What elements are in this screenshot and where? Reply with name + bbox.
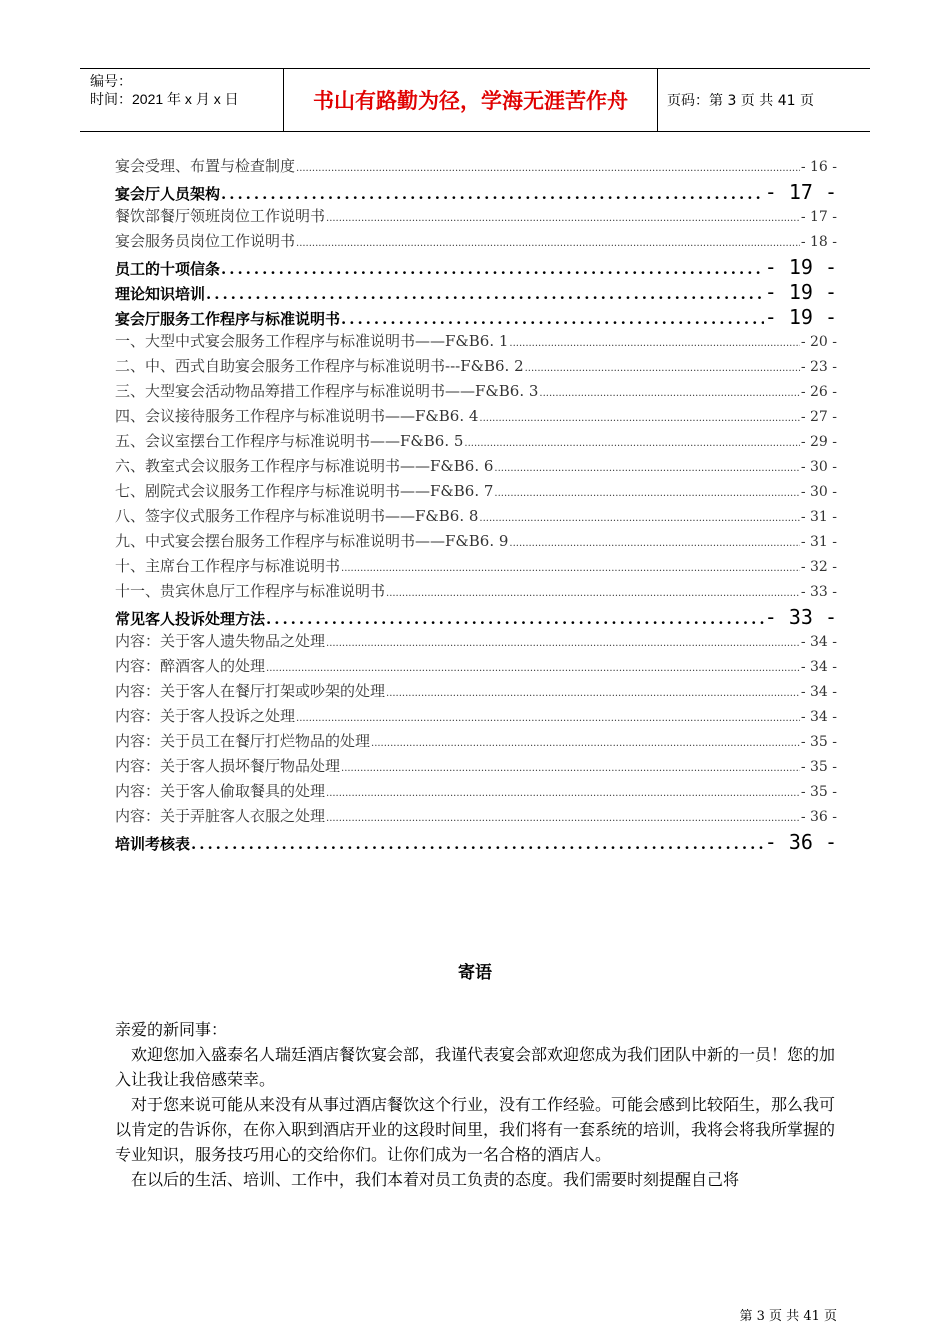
toc-entry[interactable] <box>115 405 837 430</box>
footer-page-number: 第 3 页 共 41 页 <box>739 1309 837 1324</box>
toc-entry-title: 内容：关于员工在餐厅打烂物品的处理 <box>115 732 371 750</box>
toc-entry[interactable] <box>115 455 837 480</box>
toc-entry-page: - 27 - <box>800 409 837 425</box>
toc-entry-page: - 36 - <box>764 830 837 854</box>
toc-leader-dots <box>371 738 800 749</box>
toc-leader-dots <box>539 388 799 399</box>
toc-entry-page: - 30 - <box>800 484 837 500</box>
toc-entry-page: - 16 - <box>800 159 837 175</box>
toc-leader-dots <box>221 260 764 278</box>
toc-entry-title: 宴会厅服务工作程序与标准说明书 <box>115 310 341 328</box>
toc-entry[interactable] <box>115 780 837 805</box>
toc-entry-page: - 17 - <box>800 209 837 225</box>
toc-entry-title: 六、教室式会议服务工作程序与标准说明书——F&B6. 6 <box>115 457 494 475</box>
toc-leader-dots <box>479 513 799 524</box>
toc-entry-page: - 36 - <box>800 809 837 825</box>
toc-entry-page: - 34 - <box>800 684 837 700</box>
toc-entry-page: - 17 - <box>764 180 837 204</box>
toc-entry-page: - 35 - <box>800 759 837 775</box>
toc-entry[interactable] <box>115 655 837 680</box>
preface-body <box>115 1017 837 1192</box>
toc-entry-title: 内容：关于客人遗失物品之处理 <box>115 632 326 650</box>
toc-entry-page: - 30 - <box>800 459 837 475</box>
toc-entry-title: 内容：关于客人偷取餐具的处理 <box>115 782 326 800</box>
toc-entry-title: 内容：醉酒客人的处理 <box>115 657 266 675</box>
toc-entry-page: - 29 - <box>800 434 837 450</box>
toc-leader-dots <box>464 438 799 449</box>
toc-entry[interactable] <box>115 705 837 730</box>
preface-greeting: 亲爱的新同事： <box>115 1020 228 1039</box>
toc-entry-page: - 18 - <box>800 234 837 250</box>
toc-entry[interactable] <box>115 430 837 455</box>
toc-entry[interactable] <box>115 155 837 180</box>
toc-entry[interactable] <box>115 180 837 205</box>
toc-entry-title: 十、主席台工作程序与标准说明书 <box>115 557 341 575</box>
toc-entry[interactable] <box>115 805 837 830</box>
toc-entry-title: 内容：关于客人在餐厅打架或吵架的处理 <box>115 682 386 700</box>
toc-entry-page: - 26 - <box>800 384 837 400</box>
toc-leader-dots <box>191 835 764 853</box>
toc-leader-dots <box>341 563 800 574</box>
toc-entry[interactable] <box>115 580 837 605</box>
toc-entry[interactable] <box>115 630 837 655</box>
toc-entry[interactable] <box>115 280 837 305</box>
toc-entry-page: - 20 - <box>800 334 837 350</box>
toc-entry[interactable] <box>115 230 837 255</box>
toc-entry-title: 宴会受理、布置与检查制度 <box>115 157 296 175</box>
toc-leader-dots <box>386 588 800 599</box>
toc-entry-title: 内容：关于客人损坏餐厅物品处理 <box>115 757 341 775</box>
toc-entry[interactable] <box>115 555 837 580</box>
toc-leader-dots <box>341 310 764 328</box>
header-time: 时间：2021 年 x 月 x 日 <box>90 91 239 107</box>
toc-entry[interactable] <box>115 330 837 355</box>
toc-entry-page: - 33 - <box>764 605 837 629</box>
toc-leader-dots <box>326 638 800 649</box>
toc-entry[interactable] <box>115 830 837 855</box>
toc-entry-title: 宴会服务员岗位工作说明书 <box>115 232 296 250</box>
toc-entry-page: - 32 - <box>800 559 837 575</box>
preface-paragraph: 欢迎您加入盛泰名人瑞廷酒店餐饮宴会部，我谨代表宴会部欢迎您成为我们团队中新的一员！您的加入让我让我倍感荣幸。 <box>115 1045 836 1089</box>
toc-entry-page: - 31 - <box>800 509 837 525</box>
toc-entry[interactable] <box>115 680 837 705</box>
toc-leader-dots <box>386 688 800 699</box>
toc-entry-title: 七、剧院式会议服务工作程序与标准说明书——F&B6. 7 <box>115 482 494 500</box>
toc-entry[interactable] <box>115 205 837 230</box>
toc-entry-page: - 19 - <box>764 305 837 329</box>
toc-entry-page: - 19 - <box>764 280 837 304</box>
toc-leader-dots <box>266 663 800 674</box>
toc-entry-title: 四、会议接待服务工作程序与标准说明书——F&B6. 4 <box>115 407 479 425</box>
toc-entry-title: 员工的十项信条 <box>115 260 221 278</box>
toc-entry-title: 五、会议室摆台工作程序与标准说明书——F&B6. 5 <box>115 432 464 450</box>
preface-paragraph: 在以后的生活、培训、工作中，我们本着对员工负责的态度。我们需要时刻提醒自己将 <box>131 1170 740 1189</box>
toc-entry-title: 二、中、西式自助宴会服务工作程序与标准说明书---F&B6. 2 <box>115 357 524 375</box>
toc-entry-title: 培训考核表 <box>115 835 191 853</box>
toc-entry[interactable] <box>115 355 837 380</box>
toc-entry-title: 理论知识培训 <box>115 285 206 303</box>
toc-entry-title: 内容：关于弄脏客人衣服之处理 <box>115 807 326 825</box>
toc-entry-page: - 34 - <box>800 659 837 675</box>
toc-entry[interactable] <box>115 305 837 330</box>
toc-leader-dots <box>296 238 800 249</box>
toc-entry[interactable] <box>115 530 837 555</box>
toc-entry[interactable] <box>115 480 837 505</box>
toc-entry-page: - 35 - <box>800 734 837 750</box>
toc-entry-title: 一、大型中式宴会服务工作程序与标准说明书——F&B6. 1 <box>115 332 509 350</box>
toc-entry-page: - 34 - <box>800 634 837 650</box>
toc-entry[interactable] <box>115 255 837 280</box>
toc-entry-title: 宴会厅人员架构 <box>115 185 221 203</box>
toc-entry[interactable] <box>115 505 837 530</box>
toc-leader-dots <box>266 610 764 628</box>
toc-leader-dots <box>341 763 800 774</box>
toc-entry[interactable] <box>115 605 837 630</box>
toc-entry-title: 内容：关于客人投诉之处理 <box>115 707 296 725</box>
toc-leader-dots <box>296 713 800 724</box>
toc-entry-title: 餐饮部餐厅领班岗位工作说明书 <box>115 207 326 225</box>
toc-entry-page: - 31 - <box>800 534 837 550</box>
header-meta <box>80 69 283 131</box>
toc-leader-dots <box>509 338 799 349</box>
toc-leader-dots <box>326 813 800 824</box>
toc-entry[interactable] <box>115 730 837 755</box>
toc-leader-dots <box>494 463 799 474</box>
toc-entry-page: - 19 - <box>764 255 837 279</box>
toc-entry-title: 三、大型宴会活动物品筹措工作程序与标准说明书——F&B6. 3 <box>115 382 539 400</box>
table-of-contents <box>115 155 837 855</box>
toc-entry-page: - 33 - <box>800 584 837 600</box>
toc-entry-title: 九、中式宴会摆台服务工作程序与标准说明书——F&B6. 9 <box>115 532 509 550</box>
toc-leader-dots <box>494 488 799 499</box>
toc-leader-dots <box>326 788 800 799</box>
toc-entry[interactable] <box>115 380 837 405</box>
toc-entry[interactable] <box>115 755 837 780</box>
toc-leader-dots <box>296 163 800 174</box>
toc-entry-page: - 34 - <box>800 709 837 725</box>
toc-entry-page: - 23 - <box>800 359 837 375</box>
toc-entry-title: 八、签字仪式服务工作程序与标准说明书——F&B6. 8 <box>115 507 479 525</box>
header-slogan: 书山有路勤为径，学海无涯苦作舟 <box>283 69 658 131</box>
header-number: 编号： <box>90 73 132 89</box>
page-header <box>80 68 870 132</box>
header-page-number: 页码：第 3 页 共 41 页 <box>667 93 814 109</box>
toc-entry-title: 常见客人投诉处理方法 <box>115 610 266 628</box>
toc-entry-title: 十一、贵宾休息厅工作程序与标准说明书 <box>115 582 386 600</box>
preface-paragraph: 对于您来说可能从来没有从事过酒店餐饮这个行业，没有工作经验。可能会感到比较陌生，那么我可以肯定的告诉你，在你入职到酒店开业的这段时间里，我们将有一套系统的培训，我将会将我所掌握的专业知识，服务技巧用心的交给你们。让你们成为一名合格的酒店人。 <box>115 1095 836 1164</box>
toc-leader-dots <box>509 538 799 549</box>
toc-leader-dots <box>479 413 799 424</box>
toc-leader-dots <box>221 185 764 203</box>
toc-leader-dots <box>206 285 764 303</box>
toc-leader-dots <box>525 363 800 374</box>
toc-leader-dots <box>326 213 800 224</box>
preface-title: 寄语 <box>458 963 492 983</box>
toc-entry-page: - 35 - <box>800 784 837 800</box>
